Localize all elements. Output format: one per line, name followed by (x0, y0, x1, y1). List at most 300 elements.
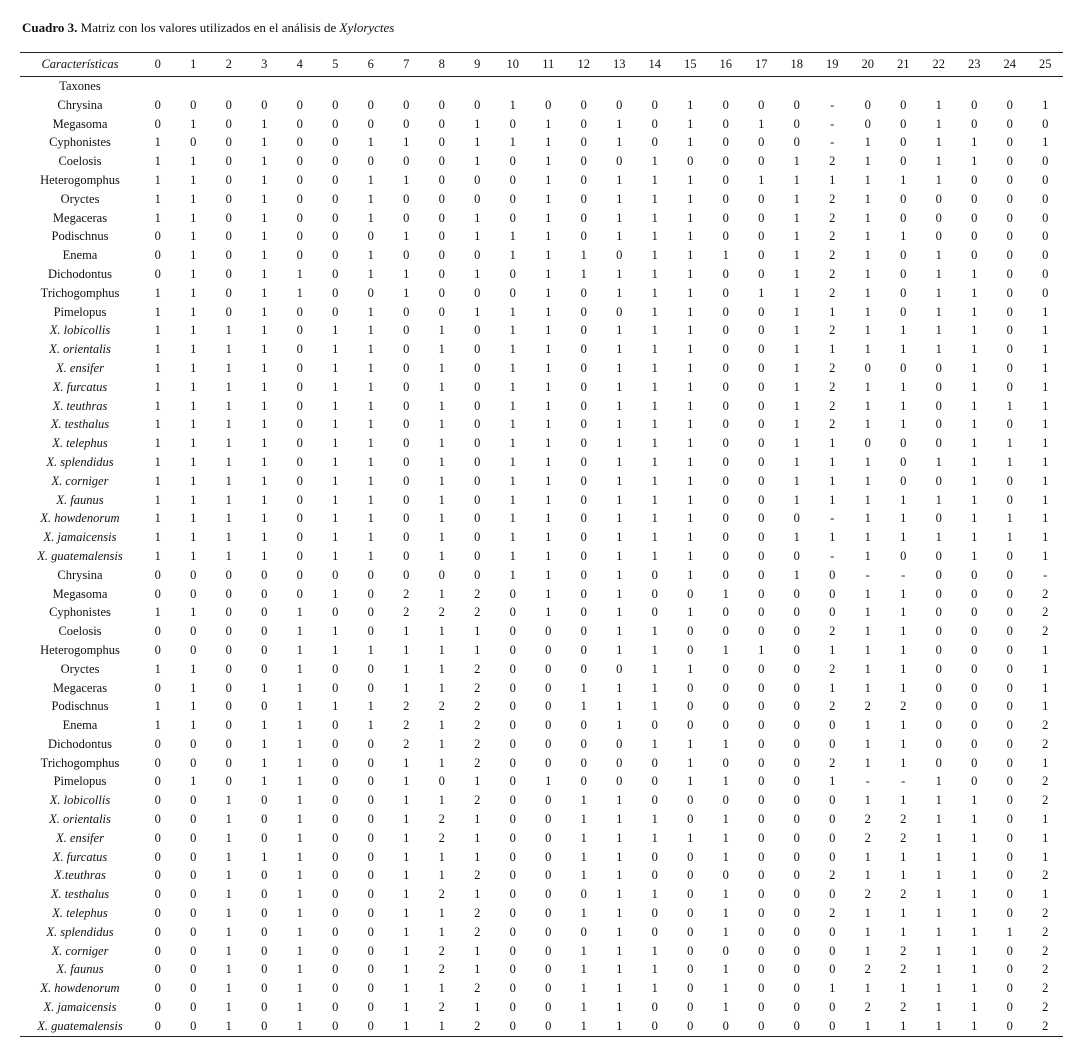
matrix-cell: 1 (154, 473, 161, 488)
matrix-cell: 1 (332, 323, 339, 338)
matrix-cell: 0 (935, 605, 942, 620)
header-col-21: 21 (897, 57, 910, 71)
taxon-name: Coelosis (58, 154, 102, 169)
matrix-cell: 1 (296, 605, 303, 620)
matrix-cell: 1 (474, 887, 481, 902)
matrix-cell: 0 (545, 718, 552, 733)
matrix-cell: 1 (722, 774, 729, 789)
matrix-cell: 0 (829, 567, 836, 582)
matrix-cell: 1 (935, 97, 942, 112)
matrix-cell: 0 (261, 906, 268, 921)
matrix-cell: 0 (1006, 962, 1013, 977)
taxon-name: X. telephus (52, 906, 108, 921)
matrix-cell: 1 (971, 1018, 978, 1033)
matrix-cell: 1 (793, 436, 800, 451)
matrix-cell: 0 (829, 1000, 836, 1015)
matrix-cell: 1 (651, 530, 658, 545)
matrix-cell: 1 (722, 1000, 729, 1015)
matrix-cell: 1 (829, 172, 836, 187)
matrix-cell: 1 (190, 774, 197, 789)
matrix-cell: 0 (225, 718, 232, 733)
matrix-cell: 0 (758, 624, 765, 639)
matrix-cell: 1 (261, 398, 268, 413)
matrix-cell: 0 (651, 755, 658, 770)
matrix-cell: 1 (616, 812, 623, 827)
matrix-cell: 1 (616, 398, 623, 413)
matrix-cell: 0 (403, 97, 410, 112)
matrix-cell: 0 (509, 586, 516, 601)
matrix-cell: 0 (474, 436, 481, 451)
matrix-cell: 1 (971, 454, 978, 469)
caption-text: Matriz con los valores utilizados en el análisis de (77, 20, 340, 35)
matrix-cell: 1 (190, 398, 197, 413)
matrix-cell: 0 (367, 661, 374, 676)
matrix-cell: 1 (900, 642, 907, 657)
matrix-cell: 0 (438, 191, 445, 206)
matrix-cell: 1 (580, 962, 587, 977)
matrix-cell: 0 (225, 116, 232, 131)
matrix-cell: 1 (687, 97, 694, 112)
matrix-cell: 1 (793, 417, 800, 432)
matrix-cell: 1 (971, 793, 978, 808)
matrix-cell: 0 (722, 661, 729, 676)
taxon-name: X. corniger (51, 943, 109, 958)
taxon-name: Pimelopus (53, 774, 107, 789)
matrix-cell: 1 (864, 454, 871, 469)
matrix-cell: 1 (154, 436, 161, 451)
taxon-name: X. splendidus (46, 454, 114, 469)
matrix-cell: 0 (1006, 285, 1013, 300)
matrix-cell: - (901, 567, 906, 582)
matrix-cell: 0 (154, 116, 161, 131)
matrix-cell: 0 (651, 774, 658, 789)
matrix-cell: 0 (474, 473, 481, 488)
matrix-cell: 0 (758, 135, 765, 150)
matrix-cell: 1 (403, 642, 410, 657)
matrix-cell: 0 (296, 586, 303, 601)
matrix-cell: 0 (758, 718, 765, 733)
matrix-cell: 1 (687, 135, 694, 150)
matrix-cell: 1 (1042, 473, 1049, 488)
matrix-cell: 1 (545, 135, 552, 150)
matrix-cell: 1 (935, 887, 942, 902)
matrix-cell: 0 (758, 398, 765, 413)
matrix-cell: 0 (332, 793, 339, 808)
matrix-cell: 0 (580, 473, 587, 488)
matrix-cell: 1 (1042, 342, 1049, 357)
matrix-cell: 0 (296, 97, 303, 112)
matrix-cell: 0 (190, 586, 197, 601)
matrix-cell: 1 (403, 793, 410, 808)
matrix-cell: 0 (296, 398, 303, 413)
matrix-cell: 1 (864, 304, 871, 319)
matrix-cell: 2 (474, 906, 481, 921)
matrix-cell: 1 (367, 398, 374, 413)
matrix-cell: 0 (935, 417, 942, 432)
matrix-cell: 0 (332, 229, 339, 244)
matrix-cell: 0 (758, 266, 765, 281)
matrix-cell: 1 (864, 943, 871, 958)
matrix-cell: 1 (154, 548, 161, 563)
matrix-cell: 1 (687, 492, 694, 507)
matrix-cell: 0 (1006, 154, 1013, 169)
matrix-cell: 0 (403, 210, 410, 225)
header-col-20: 20 (861, 57, 874, 71)
matrix-cell: 2 (829, 417, 836, 432)
table-row (20, 303, 1063, 322)
header-row (20, 53, 1063, 77)
matrix-cell: 2 (1042, 1018, 1049, 1033)
matrix-cell: 1 (793, 229, 800, 244)
matrix-cell: 1 (722, 830, 729, 845)
matrix-cell: 0 (545, 793, 552, 808)
matrix-cell: 1 (580, 266, 587, 281)
matrix-cell: 1 (261, 248, 268, 263)
matrix-cell: 0 (296, 191, 303, 206)
matrix-cell: 0 (367, 97, 374, 112)
matrix-cell: 0 (545, 755, 552, 770)
matrix-cell: 1 (545, 586, 552, 601)
table-row (20, 735, 1063, 754)
matrix-cell: 1 (367, 210, 374, 225)
matrix-cell: 1 (403, 962, 410, 977)
matrix-cell: 1 (545, 511, 552, 526)
matrix-cell: 1 (900, 680, 907, 695)
matrix-cell: 0 (403, 191, 410, 206)
matrix-cell: 0 (758, 699, 765, 714)
matrix-cell: 1 (580, 248, 587, 263)
matrix-cell: 0 (580, 774, 587, 789)
matrix-cell: 1 (864, 266, 871, 281)
matrix-cell: 1 (438, 511, 445, 526)
matrix-cell: 1 (651, 699, 658, 714)
taxon-name: X. guatemalensis (37, 1018, 123, 1033)
matrix-cell: 0 (296, 548, 303, 563)
matrix-cell: 0 (651, 849, 658, 864)
matrix-cell: 1 (509, 567, 516, 582)
matrix-cell: 0 (580, 116, 587, 131)
matrix-cell: 1 (900, 755, 907, 770)
table-row (20, 133, 1063, 152)
matrix-cell: 1 (616, 718, 623, 733)
matrix-cell: 0 (758, 191, 765, 206)
matrix-cell: 1 (261, 135, 268, 150)
matrix-cell: 0 (793, 135, 800, 150)
matrix-cell: 0 (758, 943, 765, 958)
matrix-cell: 0 (829, 793, 836, 808)
table-row (20, 791, 1063, 810)
matrix-cell: 0 (900, 304, 907, 319)
matrix-cell: 1 (900, 718, 907, 733)
matrix-cell: 0 (509, 962, 516, 977)
matrix-cell: 0 (935, 473, 942, 488)
matrix-cell: 0 (367, 154, 374, 169)
matrix-cell: 0 (793, 736, 800, 751)
matrix-cell: 0 (971, 116, 978, 131)
matrix-cell: 1 (545, 398, 552, 413)
matrix-cell: 0 (722, 530, 729, 545)
matrix-cell: 1 (971, 342, 978, 357)
matrix-cell: 1 (900, 793, 907, 808)
matrix-cell: 0 (793, 699, 800, 714)
matrix-cell: 0 (971, 586, 978, 601)
matrix-cell: 0 (261, 962, 268, 977)
matrix-cell: 1 (154, 304, 161, 319)
header-col-1: 1 (190, 57, 197, 71)
matrix-cell: 1 (1006, 924, 1013, 939)
matrix-cell: 2 (1042, 1000, 1049, 1015)
taxon-name: X. orientalis (49, 812, 111, 827)
matrix-cell: - (830, 97, 835, 112)
matrix-cell: 1 (367, 642, 374, 657)
matrix-cell: 0 (758, 981, 765, 996)
matrix-cell: 1 (900, 379, 907, 394)
matrix-cell: 0 (722, 116, 729, 131)
matrix-cell: 1 (474, 210, 481, 225)
matrix-cell: 1 (687, 454, 694, 469)
matrix-cell: 1 (403, 849, 410, 864)
matrix-cell: 1 (261, 360, 268, 375)
matrix-cell: 2 (829, 323, 836, 338)
matrix-cell: 1 (1042, 417, 1049, 432)
matrix-cell: 0 (829, 830, 836, 845)
matrix-cell: 0 (580, 304, 587, 319)
matrix-cell: 1 (687, 436, 694, 451)
matrix-cell: 2 (900, 830, 907, 845)
matrix-cell: 0 (332, 135, 339, 150)
matrix-cell: 1 (793, 342, 800, 357)
matrix-cell: 1 (864, 981, 871, 996)
matrix-cell: 1 (296, 1018, 303, 1033)
matrix-cell: 1 (367, 379, 374, 394)
matrix-cell: 1 (438, 323, 445, 338)
matrix-cell: 1 (651, 473, 658, 488)
table-row (20, 585, 1063, 604)
matrix-cell: 1 (438, 417, 445, 432)
matrix-cell: 0 (225, 642, 232, 657)
matrix-cell: 1 (225, 492, 232, 507)
matrix-cell: 0 (758, 511, 765, 526)
taxon-name: X. ensifer (56, 360, 104, 375)
matrix-cell: 0 (580, 624, 587, 639)
matrix-cell: 0 (332, 849, 339, 864)
matrix-cell: 1 (864, 154, 871, 169)
matrix-cell: 1 (793, 379, 800, 394)
matrix-cell: 0 (900, 436, 907, 451)
matrix-cell: 0 (687, 718, 694, 733)
matrix-cell: 0 (332, 868, 339, 883)
matrix-cell: - (830, 135, 835, 150)
matrix-cell: 1 (616, 624, 623, 639)
matrix-cell: 1 (935, 172, 942, 187)
matrix-cell: 1 (687, 323, 694, 338)
matrix-cell: 0 (1006, 661, 1013, 676)
matrix-cell: 0 (545, 962, 552, 977)
matrix-cell: 1 (332, 473, 339, 488)
matrix-cell: 0 (793, 642, 800, 657)
matrix-cell: 0 (367, 981, 374, 996)
matrix-cell: 0 (225, 586, 232, 601)
matrix-cell: 1 (1042, 699, 1049, 714)
matrix-cell: 0 (793, 586, 800, 601)
table-row (20, 885, 1063, 904)
matrix-cell: 1 (545, 248, 552, 263)
matrix-cell: 1 (509, 454, 516, 469)
matrix-cell: 1 (509, 323, 516, 338)
header-col-18: 18 (790, 57, 803, 71)
matrix-cell: 1 (864, 680, 871, 695)
taxon-name: X. faunus (56, 492, 104, 507)
matrix-cell: 1 (1042, 135, 1049, 150)
matrix-cell: 1 (545, 530, 552, 545)
matrix-cell: 0 (1006, 229, 1013, 244)
table-row (20, 227, 1063, 246)
matrix-cell: 0 (1006, 887, 1013, 902)
matrix-cell: 0 (580, 736, 587, 751)
matrix-cell: 0 (403, 492, 410, 507)
matrix-cell: 0 (154, 736, 161, 751)
matrix-cell: 0 (474, 454, 481, 469)
matrix-cell: 0 (1006, 642, 1013, 657)
matrix-cell: 1 (793, 473, 800, 488)
matrix-cell: 1 (403, 266, 410, 281)
matrix-cell: 1 (332, 642, 339, 657)
matrix-cell: 1 (1042, 360, 1049, 375)
matrix-cell: 2 (1042, 718, 1049, 733)
matrix-cell: 1 (900, 530, 907, 545)
matrix-cell: 1 (1042, 398, 1049, 413)
matrix-cell: 1 (616, 511, 623, 526)
matrix-cell: 1 (154, 285, 161, 300)
matrix-cell: 1 (616, 360, 623, 375)
matrix-cell: 0 (154, 266, 161, 281)
matrix-cell: 1 (616, 342, 623, 357)
matrix-cell: 0 (403, 473, 410, 488)
matrix-cell: 0 (580, 511, 587, 526)
matrix-cell: 1 (403, 943, 410, 958)
matrix-cell: 0 (296, 323, 303, 338)
matrix-cell: 0 (332, 172, 339, 187)
taxon-name: Dichodontus (48, 736, 112, 751)
matrix-cell: 0 (971, 210, 978, 225)
matrix-cell: 0 (261, 830, 268, 845)
matrix-cell: 0 (935, 210, 942, 225)
matrix-cell: 1 (296, 887, 303, 902)
matrix-cell: 0 (758, 906, 765, 921)
matrix-cell: 0 (332, 736, 339, 751)
matrix-cell: 0 (758, 605, 765, 620)
matrix-cell: 1 (332, 360, 339, 375)
taxon-name: X. ensifer (56, 830, 104, 845)
matrix-cell: 0 (545, 887, 552, 902)
matrix-cell: 0 (1006, 1000, 1013, 1015)
header-col-17: 17 (755, 57, 768, 71)
matrix-cell: 0 (1006, 1018, 1013, 1033)
matrix-cell: 2 (829, 661, 836, 676)
matrix-cell: 1 (616, 285, 623, 300)
matrix-cell: 1 (971, 304, 978, 319)
matrix-cell: 1 (438, 755, 445, 770)
matrix-cell: 0 (758, 360, 765, 375)
matrix-cell: 1 (616, 605, 623, 620)
matrix-cell: 1 (687, 266, 694, 281)
matrix-cell: 1 (403, 924, 410, 939)
matrix-cell: 1 (900, 586, 907, 601)
matrix-cell: 0 (296, 360, 303, 375)
matrix-cell: 1 (935, 793, 942, 808)
matrix-cell: 0 (793, 718, 800, 733)
matrix-cell: 0 (332, 943, 339, 958)
taxon-name: Pimelopus (53, 304, 107, 319)
taxon-name: X. teuthras (52, 398, 108, 413)
matrix-cell: 1 (651, 210, 658, 225)
matrix-cell: 1 (935, 1000, 942, 1015)
matrix-cell: 1 (722, 248, 729, 263)
matrix-cell: 1 (651, 229, 658, 244)
matrix-cell: 1 (154, 417, 161, 432)
matrix-cell: 1 (509, 360, 516, 375)
matrix-cell: 0 (1006, 736, 1013, 751)
matrix-cell: 2 (900, 1000, 907, 1015)
matrix-cell: 1 (651, 887, 658, 902)
matrix-cell: 1 (545, 116, 552, 131)
matrix-cell: 0 (367, 868, 374, 883)
matrix-cell: 0 (296, 379, 303, 394)
matrix-cell: 1 (616, 454, 623, 469)
matrix-cell: 0 (438, 266, 445, 281)
matrix-cell: 0 (687, 642, 694, 657)
matrix-cell: 1 (190, 285, 197, 300)
matrix-cell: 1 (545, 454, 552, 469)
matrix-cell: 1 (793, 248, 800, 263)
matrix-cell: 1 (367, 473, 374, 488)
matrix-cell: 1 (1042, 530, 1049, 545)
matrix-cell: 1 (225, 548, 232, 563)
matrix-cell: 1 (190, 342, 197, 357)
header-col-2: 2 (225, 57, 232, 71)
matrix-cell: 0 (722, 417, 729, 432)
matrix-cell: 1 (971, 924, 978, 939)
matrix-cell: 0 (651, 924, 658, 939)
matrix-cell: 1 (651, 812, 658, 827)
matrix-cell: 1 (154, 511, 161, 526)
matrix-cell: 0 (935, 398, 942, 413)
matrix-cell: 2 (900, 887, 907, 902)
matrix-cell: 0 (474, 492, 481, 507)
matrix-cell: 1 (864, 417, 871, 432)
matrix-cell: 1 (864, 718, 871, 733)
matrix-cell: 1 (261, 154, 268, 169)
matrix-cell: 1 (616, 548, 623, 563)
matrix-cell: 1 (190, 266, 197, 281)
matrix-cell: 0 (438, 135, 445, 150)
matrix-cell: 1 (687, 548, 694, 563)
matrix-cell: 0 (1042, 266, 1049, 281)
matrix-cell: 1 (971, 266, 978, 281)
header-col-8: 8 (438, 57, 445, 71)
matrix-cell: 0 (474, 511, 481, 526)
matrix-cell: 1 (900, 342, 907, 357)
header-col-11: 11 (542, 57, 555, 71)
matrix-cell: 0 (403, 454, 410, 469)
matrix-cell: 1 (864, 605, 871, 620)
matrix-cell: 1 (651, 492, 658, 507)
matrix-cell: 1 (580, 830, 587, 845)
matrix-cell: 0 (758, 812, 765, 827)
matrix-cell: 0 (367, 793, 374, 808)
matrix-cell: - (865, 774, 870, 789)
matrix-cell: 0 (758, 229, 765, 244)
